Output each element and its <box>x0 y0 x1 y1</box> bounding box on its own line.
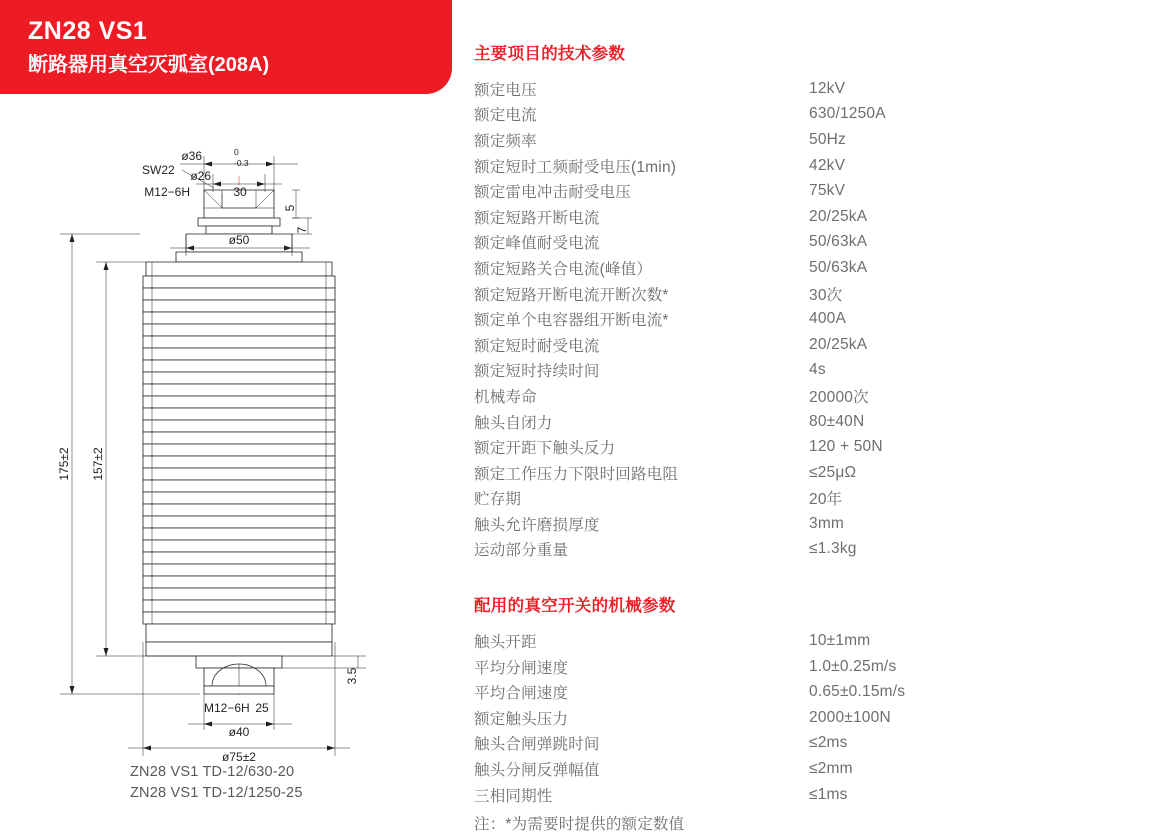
technical-drawing <box>0 96 455 822</box>
param-value: ≤25μΩ <box>809 463 857 481</box>
svg-text:7: 7 <box>295 226 309 234</box>
param-value: 3mm <box>809 514 845 532</box>
param-value: 120 + 50N <box>809 438 883 456</box>
param-label: 贮存期 <box>474 491 522 509</box>
param-value: 20年 <box>809 491 843 509</box>
param-value: 12kV <box>809 79 846 97</box>
section-title-mechanical-parameters: 配用的真空开关的机械参数 <box>474 597 676 616</box>
param-label: 平均合闸速度 <box>474 685 569 703</box>
table-row <box>474 255 1144 281</box>
svg-text:-0.3: -0.3 <box>234 158 249 168</box>
param-value: ≤1ms <box>809 785 848 803</box>
param-label: 额定短时耐受电流 <box>474 337 600 355</box>
product-subtitle: 断路器用真空灭弧室(208A) <box>28 54 270 76</box>
param-value: ≤2mm <box>809 760 853 778</box>
table-row <box>474 127 1144 153</box>
table-row <box>474 654 1144 680</box>
technical-parameters-table <box>474 76 1144 562</box>
table-row <box>474 731 1144 757</box>
param-label: 额定单个电容器组开断电流* <box>474 312 669 330</box>
table-row <box>474 306 1144 332</box>
table-row <box>474 511 1144 537</box>
param-value: 30次 <box>809 286 843 304</box>
param-label: 触头开距 <box>474 634 537 652</box>
param-label: 额定开距下触头反力 <box>474 440 616 458</box>
svg-text:30: 30 <box>233 185 247 199</box>
svg-text:175±2: 175±2 <box>57 447 71 481</box>
param-value: 0.65±0.15m/s <box>809 683 906 701</box>
table-row <box>474 76 1144 102</box>
table-row <box>474 756 1144 782</box>
table-row <box>474 332 1144 358</box>
table-row <box>474 281 1144 307</box>
param-label: 额定短路开断电流 <box>474 209 600 227</box>
table-row <box>474 537 1144 563</box>
param-label: 触头自闭力 <box>474 414 553 432</box>
table-row <box>474 230 1144 256</box>
mechanical-parameters-table <box>474 628 1144 807</box>
param-value: 20/25kA <box>809 207 868 225</box>
param-value: ≤1.3kg <box>809 540 857 558</box>
param-value: 4s <box>809 361 826 379</box>
param-label: 额定频率 <box>474 132 537 150</box>
param-label: 平均分闸速度 <box>474 659 569 677</box>
drawing-caption <box>130 762 303 804</box>
svg-text:SW22: SW22 <box>142 163 175 177</box>
svg-text:M12−6H: M12−6H <box>204 701 250 715</box>
table-row <box>474 102 1144 128</box>
param-value: 80±40N <box>809 412 865 430</box>
param-value: 50/63kA <box>809 233 868 251</box>
param-label: 额定峰值耐受电流 <box>474 235 600 253</box>
svg-text:ø36: ø36 <box>181 149 202 163</box>
table-row <box>474 358 1144 384</box>
svg-text:25: 25 <box>255 701 269 715</box>
param-value: 1.0±0.25m/s <box>809 657 897 675</box>
param-label: 额定短路开断电流开断次数* <box>474 286 669 304</box>
param-label: 额定电流 <box>474 107 537 125</box>
svg-text:ø50: ø50 <box>228 233 250 247</box>
param-value: 10±1mm <box>809 632 871 650</box>
param-label: 三相同期性 <box>474 787 553 805</box>
param-value: 20000次 <box>809 388 869 406</box>
param-value: 50/63kA <box>809 258 868 276</box>
svg-text:0: 0 <box>234 147 239 157</box>
section-title-technical-parameters: 主要项目的技术参数 <box>474 45 626 63</box>
param-label: 额定短路关合电流(峰值） <box>474 260 653 278</box>
param-value: ≤2ms <box>809 734 848 752</box>
svg-text:5: 5 <box>283 204 297 212</box>
caption-line-2: ZN28 VS1 TD-12/1250-25 <box>130 785 303 801</box>
param-value: 42kV <box>809 156 846 174</box>
param-value: 630/1250A <box>809 105 886 123</box>
footnote: 注：*为需要时提供的额定数值 <box>474 816 685 834</box>
table-row <box>474 705 1144 731</box>
param-label: 额定短时持续时间 <box>474 363 600 381</box>
param-value: 2000±100N <box>809 708 891 726</box>
svg-text:M12−6H: M12−6H <box>144 185 190 199</box>
table-row <box>474 486 1144 512</box>
param-label: 额定触头压力 <box>474 710 569 728</box>
param-label: 额定短时工频耐受电压(1min) <box>474 158 677 176</box>
param-label: 额定工作压力下限时回路电阻 <box>474 465 679 483</box>
header-banner <box>0 0 452 94</box>
specifications-panel <box>474 40 1144 834</box>
svg-text:157±2: 157±2 <box>91 447 105 481</box>
table-row <box>474 628 1144 654</box>
table-row <box>474 409 1144 435</box>
table-row <box>474 434 1144 460</box>
param-value: 50Hz <box>809 130 846 148</box>
table-row <box>474 460 1144 486</box>
param-label: 触头分闸反弹幅值 <box>474 762 600 780</box>
param-label: 触头合闸弹跳时间 <box>474 736 600 754</box>
table-row <box>474 679 1144 705</box>
param-value: 400A <box>809 310 846 328</box>
param-label: 机械寿命 <box>474 388 537 406</box>
table-row <box>474 782 1144 808</box>
svg-text:ø40: ø40 <box>228 725 250 739</box>
table-row <box>474 178 1144 204</box>
product-title: ZN28 VS1 <box>28 17 148 45</box>
svg-text:ø75±2: ø75±2 <box>222 750 256 764</box>
param-label: 运动部分重量 <box>474 542 569 560</box>
table-row <box>474 383 1144 409</box>
table-row <box>474 204 1144 230</box>
param-label: 额定雷电冲击耐受电压 <box>474 184 632 202</box>
caption-line-1: ZN28 VS1 TD-12/630-20 <box>130 764 295 780</box>
table-row <box>474 153 1144 179</box>
param-label: 触头允许磨损厚度 <box>474 516 600 534</box>
svg-text:ø26: ø26 <box>190 169 211 183</box>
param-value: 75kV <box>809 182 846 200</box>
svg-text:3.5: 3.5 <box>345 667 359 685</box>
param-label: 额定电压 <box>474 81 537 99</box>
param-value: 20/25kA <box>809 335 868 353</box>
